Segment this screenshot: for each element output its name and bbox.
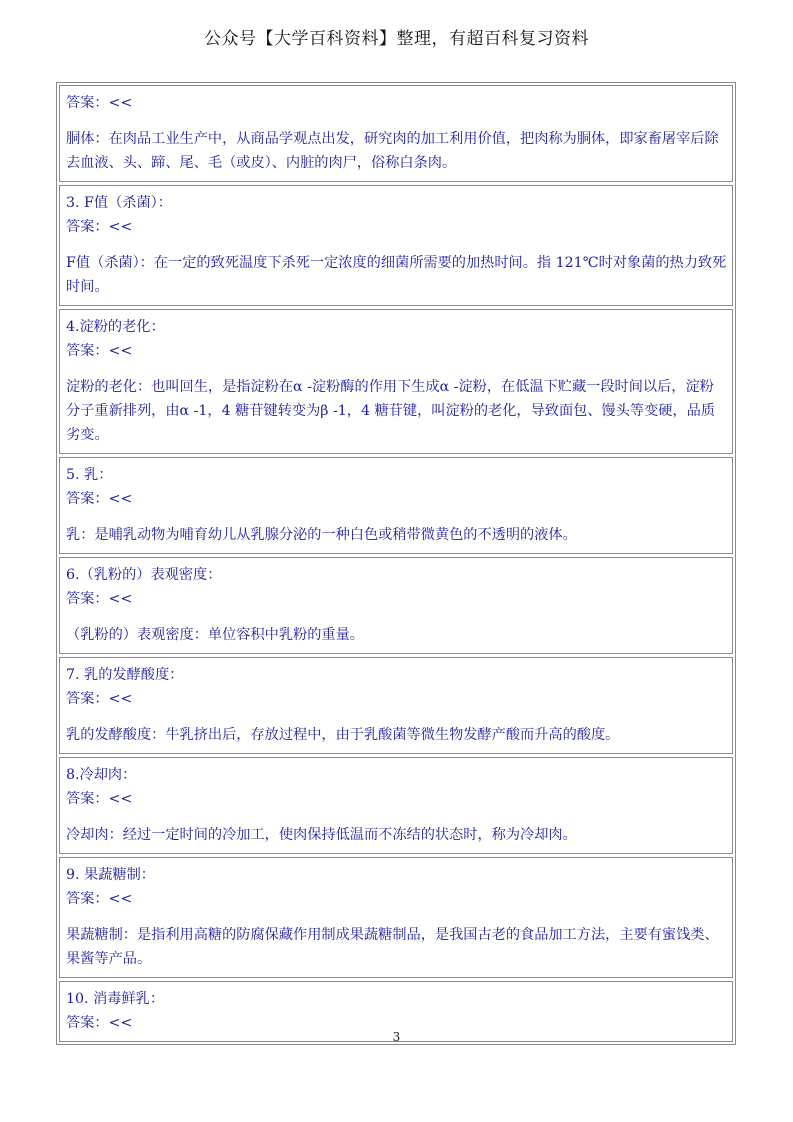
answer-text: 冷却肉：经过一定时间的冷加工，使肉保持低温而不冻结的状态时，称为冷却肉。 [66, 827, 577, 843]
answer-label: 答案：<< [66, 491, 133, 507]
qa-cell-milk [59, 457, 733, 554]
answer-text: 胴体：在肉品工业生产中，从商品学观点出发，研究肉的加工利用价值，把肉称为胴体，即家畜屠宰后除去血液、头、蹄、尾、毛（或皮）、内脏的肉尸，俗称白条肉。 [66, 131, 719, 171]
spacer [66, 363, 727, 375]
qa-table [56, 82, 736, 1045]
answer-label: 答案：<< [66, 219, 133, 235]
answer-text: 乳的发酵酸度：牛乳挤出后，存放过程中，由于乳酸菌等微生物发酵产酸而升高的酸度。 [66, 727, 620, 743]
answer-label: 答案：<< [66, 791, 133, 807]
qa-cell-fermentation-acidity [59, 657, 733, 754]
answer-text: 乳：是哺乳动物为哺育幼儿从乳腺分泌的一种白色或稍带微黄色的不透明的液体。 [66, 527, 577, 543]
qa-cell-chilled-meat [59, 757, 733, 854]
spacer [66, 115, 727, 127]
question-text: 7. 乳的发酵酸度： [66, 667, 184, 683]
qa-cell-starch-aging [59, 309, 733, 454]
page-number: 3 [392, 1030, 401, 1044]
spacer [66, 811, 727, 823]
qa-cell-carcass [59, 85, 733, 182]
qa-cell-apparent-density [59, 557, 733, 654]
qa-cell-candied-fruit [59, 857, 733, 978]
page-header: 公众号【大学百科资料】整理，有超百科复习资料 [204, 29, 589, 49]
spacer [66, 711, 727, 723]
question-text: 3. F值（杀菌）： [66, 195, 172, 211]
question-text: 8.冷却肉： [66, 767, 137, 783]
question-text: 5. 乳： [66, 467, 113, 483]
answer-label: 答案：<< [66, 343, 133, 359]
question-text: 4.淀粉的老化： [66, 319, 165, 335]
question-text: 6.（乳粉的）表观密度： [66, 567, 222, 583]
spacer [66, 511, 727, 523]
answer-label: 答案：<< [66, 591, 133, 607]
answer-label: 答案：<< [66, 1015, 133, 1031]
question-text: 9. 果蔬糖制： [66, 867, 155, 883]
answer-text: 淀粉的老化：也叫回生，是指淀粉在α -淀粉酶的作用下生成α -淀粉，在低温下贮藏一段时间以后，淀粉分子重新排列，由α -1，4 糖苷键转变为β -1，4 糖苷键，叫淀粉的老化，导致面包、馒头等变硬，品质劣变。 [66, 379, 716, 443]
qa-cell-f-value [59, 185, 733, 306]
answer-text: 果蔬糖制：是指利用高糖的防腐保藏作用制成果蔬糖制品，是我国古老的食品加工方法，主要有蜜饯类、果酱等产品。 [66, 927, 719, 967]
spacer [66, 611, 727, 623]
question-text: 10. 消毒鲜乳： [66, 991, 165, 1007]
answer-text: F值（杀菌）：在一定的致死温度下杀死一定浓度的细菌所需要的加热时间。指 121℃时对象菌的热力致死时间。 [66, 255, 727, 295]
spacer [66, 911, 727, 923]
spacer [66, 239, 727, 251]
answer-text: （乳粉的）表观密度：单位容积中乳粉的重量。 [66, 627, 364, 643]
answer-label: 答案：<< [66, 891, 133, 907]
answer-label: 答案：<< [66, 691, 133, 707]
answer-label: 答案：<< [66, 95, 133, 111]
